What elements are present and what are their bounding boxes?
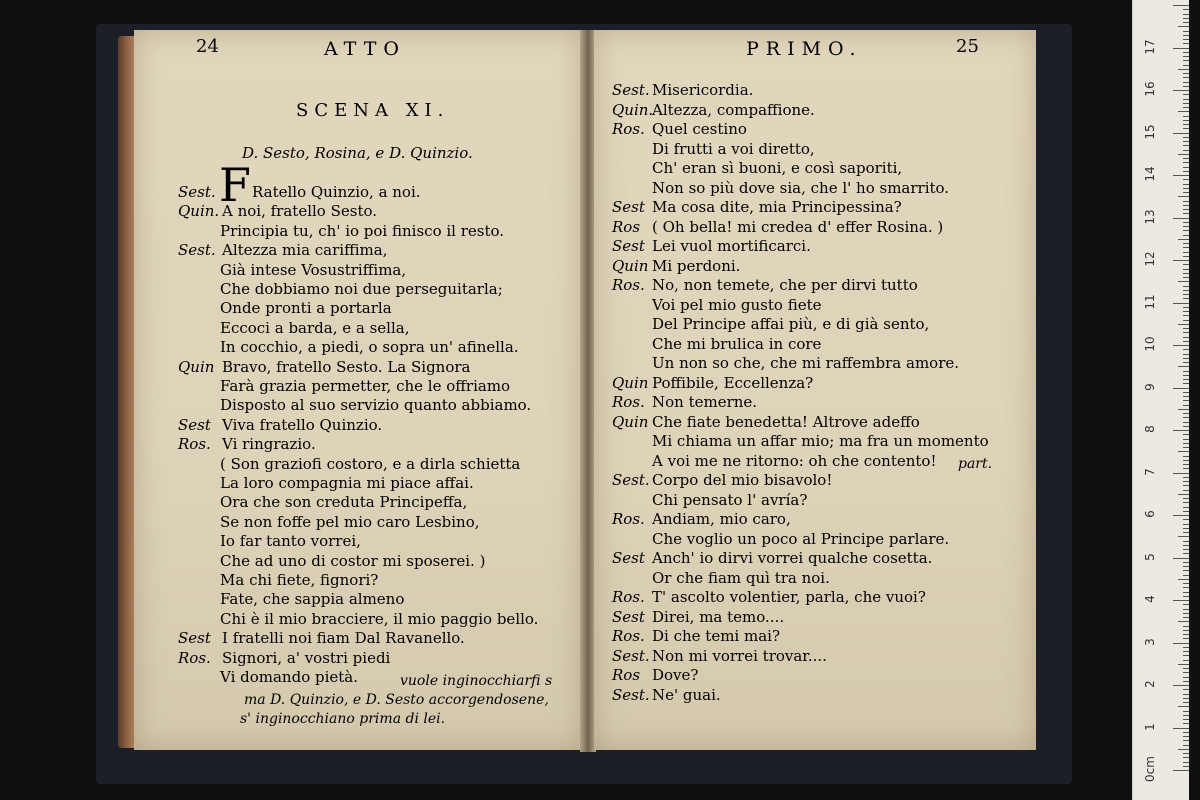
ruler-tick bbox=[1183, 14, 1189, 15]
verse-line: Non so più dove sia, che l' ho smarrito. bbox=[652, 178, 950, 197]
ruler-tick bbox=[1178, 111, 1189, 112]
ruler-tick bbox=[1183, 77, 1189, 78]
ruler-tick bbox=[1183, 31, 1189, 32]
ruler-tick bbox=[1173, 728, 1189, 729]
verse-line: Di frutti a voi diretto, bbox=[652, 139, 815, 158]
ruler-tick bbox=[1183, 677, 1189, 678]
ruler-tick bbox=[1183, 507, 1189, 508]
speaker-label: Sest. bbox=[612, 685, 650, 704]
ruler-tick bbox=[1183, 490, 1189, 491]
ruler-tick bbox=[1183, 609, 1189, 610]
ruler-tick bbox=[1183, 434, 1189, 435]
ruler-tick bbox=[1183, 307, 1189, 308]
ruler-tick bbox=[1173, 48, 1189, 49]
ruler-tick bbox=[1183, 553, 1189, 554]
ruler-tick bbox=[1178, 494, 1189, 495]
ruler-label: 5 bbox=[1143, 552, 1157, 561]
verse-line: Dove? bbox=[652, 666, 699, 684]
ruler-tick bbox=[1183, 162, 1189, 163]
speaker-label: Ros. bbox=[612, 627, 645, 645]
verse-line: Corpo del mio bisavolo! bbox=[652, 471, 833, 489]
ruler-tick bbox=[1183, 56, 1189, 57]
speaker-label: Ros bbox=[612, 217, 641, 236]
verse-line: Quel cestino bbox=[652, 120, 747, 138]
speaker-label: Ros. bbox=[612, 393, 645, 411]
ruler-tick bbox=[1183, 315, 1189, 316]
ruler-tick bbox=[1183, 230, 1189, 231]
cast-list: D. Sesto, Rosina, e D. Quinzio. bbox=[242, 144, 473, 162]
ruler-tick bbox=[1183, 583, 1189, 584]
ruler-tick bbox=[1183, 541, 1189, 542]
ruler-tick bbox=[1183, 443, 1189, 444]
ruler-tick bbox=[1183, 320, 1189, 321]
ruler-tick bbox=[1183, 226, 1189, 227]
verse-line: Eccoci a barda, e a sella, bbox=[220, 318, 410, 337]
ruler-tick bbox=[1183, 358, 1189, 359]
ruler-tick bbox=[1183, 528, 1189, 529]
ruler-tick bbox=[1183, 719, 1189, 720]
ruler-tick bbox=[1183, 167, 1189, 168]
verse-line: I fratelli noi fiam Dal Ravanello. bbox=[222, 629, 465, 648]
ruler-label: 11 bbox=[1143, 293, 1157, 310]
ruler-tick bbox=[1173, 218, 1189, 219]
speaker-label: Sest bbox=[612, 198, 645, 216]
speaker-label: Sest bbox=[612, 607, 645, 626]
ruler-tick bbox=[1173, 430, 1189, 431]
ruler-tick bbox=[1173, 260, 1189, 261]
ruler-label: 13 bbox=[1143, 208, 1157, 225]
ruler-tick bbox=[1183, 613, 1189, 614]
verse-line: Ma chi fiete, fignori? bbox=[220, 571, 379, 589]
verse-line: Che voglio un poco al Principe parlare. bbox=[652, 529, 950, 548]
verse-line: Onde pronti a portarla bbox=[220, 299, 392, 318]
drop-cap: F bbox=[219, 158, 251, 212]
speaker-label: Sest. bbox=[612, 81, 650, 99]
ruler-tick bbox=[1183, 447, 1189, 448]
ruler-tick bbox=[1183, 188, 1189, 189]
ruler-tick bbox=[1183, 65, 1189, 66]
ruler-tick bbox=[1183, 745, 1189, 746]
verse-line: Mi perdoni. bbox=[652, 256, 741, 275]
verse-line: La loro compagnia mi piace affai. bbox=[220, 474, 474, 492]
ruler-tick bbox=[1183, 379, 1189, 380]
ruler-tick bbox=[1183, 43, 1189, 44]
ruler-tick bbox=[1183, 757, 1189, 758]
verse-line: ( Oh bella! mi credea d' effer Rosina. ) bbox=[652, 217, 944, 236]
ruler-label: 10 bbox=[1143, 336, 1157, 352]
verse-line: Signori, a' vostri piedi bbox=[222, 648, 391, 667]
ruler-tick bbox=[1183, 762, 1189, 763]
verse-line: Farà grazia permetter, che le offriamo bbox=[220, 377, 511, 395]
ruler-tick bbox=[1183, 711, 1189, 712]
ruler-tick bbox=[1183, 732, 1189, 733]
ruler-tick bbox=[1183, 630, 1189, 631]
ruler-label: 0cm bbox=[1143, 756, 1157, 782]
ruler-tick bbox=[1178, 579, 1189, 580]
speaker-label: Sest. bbox=[178, 183, 216, 201]
ruler-tick bbox=[1183, 672, 1189, 673]
ruler-tick bbox=[1183, 209, 1189, 210]
ruler-tick bbox=[1183, 524, 1189, 525]
ruler-tick bbox=[1183, 511, 1189, 512]
ruler-tick bbox=[1178, 69, 1189, 70]
ruler-tick bbox=[1183, 753, 1189, 754]
speaker-label: Ros. bbox=[612, 120, 645, 138]
ruler-label: 15 bbox=[1143, 123, 1157, 140]
ruler-tick bbox=[1183, 371, 1189, 372]
ruler-tick bbox=[1173, 90, 1189, 91]
verse-line: Andiam, mio caro, bbox=[652, 510, 791, 528]
ruler-tick bbox=[1183, 252, 1189, 253]
stage-direction: ma D. Quinzio, e D. Sesto accorgendosene, bbox=[244, 692, 549, 708]
ruler-tick bbox=[1178, 239, 1189, 240]
ruler-tick bbox=[1183, 264, 1189, 265]
verse-line: Lei vuol mortificarci. bbox=[652, 237, 811, 255]
ruler-tick bbox=[1183, 184, 1189, 185]
ruler-tick bbox=[1173, 473, 1189, 474]
ruler-label: 12 bbox=[1143, 251, 1157, 267]
ruler-tick bbox=[1183, 477, 1189, 478]
ruler-tick bbox=[1183, 247, 1189, 248]
ruler-tick bbox=[1183, 107, 1189, 108]
speaker-label: Sest. bbox=[612, 646, 650, 665]
ruler-tick bbox=[1183, 269, 1189, 270]
ruler-tick bbox=[1183, 396, 1189, 397]
ruler-tick bbox=[1183, 332, 1189, 333]
ruler-tick bbox=[1183, 651, 1189, 652]
speaker-label: Ros. bbox=[612, 510, 645, 528]
ruler-tick bbox=[1178, 324, 1189, 325]
ruler-label: 7 bbox=[1143, 467, 1157, 476]
speaker-label: Ros bbox=[612, 666, 641, 684]
speaker-label: Ros. bbox=[612, 276, 645, 294]
ruler-tick bbox=[1183, 660, 1189, 661]
ruler-tick bbox=[1183, 9, 1189, 10]
ruler-tick bbox=[1183, 655, 1189, 656]
ruler-tick bbox=[1183, 52, 1189, 53]
ruler-tick bbox=[1183, 145, 1189, 146]
ruler-tick bbox=[1183, 681, 1189, 682]
verse-line: T' ascolto volentier, parla, che vuoi? bbox=[652, 588, 926, 606]
ruler-tick bbox=[1183, 460, 1189, 461]
ruler-tick bbox=[1178, 664, 1189, 665]
verse-line: Del Principe affai più, e di già sento, bbox=[652, 315, 930, 333]
verse-line: ( Son graziofi costoro, e a dirla schietta bbox=[220, 454, 521, 473]
speaker-label: Ros. bbox=[612, 588, 645, 606]
ruler-tick bbox=[1173, 515, 1189, 516]
ruler-tick bbox=[1178, 366, 1189, 367]
ruler-tick bbox=[1183, 179, 1189, 180]
ruler-tick bbox=[1183, 740, 1189, 741]
stage-direction: s' inginocchiano prima di lei. bbox=[240, 711, 446, 727]
ruler-tick bbox=[1183, 617, 1189, 618]
ruler-tick bbox=[1183, 532, 1189, 533]
ruler-tick bbox=[1183, 39, 1189, 40]
ruler-tick bbox=[1183, 60, 1189, 61]
ruler-tick bbox=[1183, 634, 1189, 635]
ruler-tick bbox=[1183, 468, 1189, 469]
ruler-tick bbox=[1183, 286, 1189, 287]
ruler-tick bbox=[1178, 409, 1189, 410]
ruler-tick bbox=[1183, 213, 1189, 214]
verse-line: Ratello Quinzio, a noi. bbox=[252, 183, 421, 201]
ruler-tick bbox=[1183, 456, 1189, 457]
ruler-tick bbox=[1183, 35, 1189, 36]
verse-line: Che fiate benedetta! Altrove adeffo bbox=[652, 412, 920, 431]
ruler-tick bbox=[1183, 205, 1189, 206]
ruler-tick bbox=[1183, 141, 1189, 142]
verse-line: Bravo, fratello Sesto. La Signora bbox=[222, 357, 471, 376]
speaker-label: Quin bbox=[178, 357, 215, 376]
ruler-tick bbox=[1183, 103, 1189, 104]
ruler-tick bbox=[1183, 638, 1189, 639]
right-page-number: 25 bbox=[956, 36, 979, 57]
verse-line: Ch' eran sì buoni, e così saporiti, bbox=[652, 159, 903, 177]
ruler-tick bbox=[1183, 128, 1189, 129]
ruler-tick bbox=[1178, 281, 1189, 282]
ruler-tick bbox=[1183, 120, 1189, 121]
ruler-tick bbox=[1178, 196, 1189, 197]
ruler-tick bbox=[1183, 22, 1189, 23]
ruler-tick bbox=[1183, 116, 1189, 117]
ruler-tick bbox=[1183, 294, 1189, 295]
verse-line: Viva fratello Quinzio. bbox=[222, 415, 383, 434]
exit-direction: part. bbox=[958, 456, 993, 472]
ruler-tick bbox=[1183, 723, 1189, 724]
ruler-tick bbox=[1183, 328, 1189, 329]
verse-line: Altezza mia cariffima, bbox=[222, 241, 388, 260]
ruler-tick bbox=[1183, 439, 1189, 440]
ruler-tick bbox=[1183, 545, 1189, 546]
verse-line: Ne' guai. bbox=[652, 685, 721, 704]
left-page-number: 24 bbox=[196, 36, 219, 57]
speaker-label: Sest bbox=[612, 237, 645, 255]
ruler-tick bbox=[1173, 558, 1189, 559]
ruler-tick bbox=[1183, 413, 1189, 414]
speaker-label: Sest bbox=[178, 629, 211, 648]
verse-line: Disposto al suo servizio quanto abbiamo. bbox=[220, 396, 532, 415]
ruler-label: 17 bbox=[1143, 38, 1157, 55]
verse-line: Ora che son creduta Principeffa, bbox=[220, 493, 468, 512]
ruler-tick bbox=[1183, 73, 1189, 74]
ruler-tick bbox=[1183, 702, 1189, 703]
speaker-label: Ros. bbox=[178, 648, 211, 667]
verse-line: Anch' io dirvi vorrei qualche cosetta. bbox=[652, 549, 933, 567]
ruler-label: 3 bbox=[1143, 637, 1157, 646]
ruler-tick bbox=[1183, 277, 1189, 278]
ruler-tick bbox=[1183, 481, 1189, 482]
ruler-label: 4 bbox=[1143, 595, 1157, 603]
ruler-tick bbox=[1183, 158, 1189, 159]
verse-line: Se non foffe pel mio caro Lesbino, bbox=[220, 512, 480, 531]
ruler-tick bbox=[1183, 668, 1189, 669]
ruler-tick bbox=[1173, 5, 1189, 6]
ruler-tick bbox=[1173, 175, 1189, 176]
verse-line: Misericordia. bbox=[652, 81, 754, 99]
verse-line: Ma cosa dite, mia Principessina? bbox=[652, 198, 902, 216]
ruler-label: 9 bbox=[1143, 382, 1157, 391]
verse-line: A voi me ne ritorno: oh che contento! bbox=[652, 451, 937, 470]
ruler-tick bbox=[1173, 685, 1189, 686]
ruler-tick bbox=[1178, 154, 1189, 155]
ruler-label: 16 bbox=[1143, 81, 1157, 97]
verse-line: Non mi vorrei trovar.... bbox=[652, 646, 827, 665]
speaker-label: Sest bbox=[612, 549, 645, 567]
ruler-tick bbox=[1183, 405, 1189, 406]
verse-line: Voi pel mio gusto fiete bbox=[652, 295, 822, 314]
ruler-tick bbox=[1183, 171, 1189, 172]
ruler-tick bbox=[1183, 124, 1189, 125]
ruler-tick bbox=[1183, 362, 1189, 363]
ruler-tick bbox=[1173, 643, 1189, 644]
ruler-tick bbox=[1183, 498, 1189, 499]
ruler-tick bbox=[1183, 243, 1189, 244]
ruler-tick bbox=[1183, 354, 1189, 355]
verse-line: No, non temete, che per dirvi tutto bbox=[652, 276, 918, 294]
ruler-tick bbox=[1183, 587, 1189, 588]
ruler-tick bbox=[1183, 698, 1189, 699]
ruler-tick bbox=[1183, 235, 1189, 236]
ruler-label: 1 bbox=[1143, 722, 1157, 731]
ruler-tick bbox=[1183, 400, 1189, 401]
verse-line: Chi è il mio bracciere, il mio paggio bello. bbox=[220, 609, 539, 628]
speaker-label: Sest bbox=[178, 415, 211, 434]
ruler-tick bbox=[1183, 562, 1189, 563]
verse-line: A noi, fratello Sesto. bbox=[222, 202, 378, 221]
ruler-tick bbox=[1183, 82, 1189, 83]
speaker-label: Quin bbox=[612, 373, 649, 392]
speaker-label: Sest. bbox=[178, 241, 216, 260]
ruler-tick bbox=[1178, 451, 1189, 452]
ruler-tick bbox=[1178, 536, 1189, 537]
measuring-ruler bbox=[1132, 0, 1189, 800]
ruler-tick bbox=[1183, 426, 1189, 427]
stage-direction: vuole inginocchiarfi s bbox=[400, 673, 553, 689]
ruler-tick bbox=[1183, 689, 1189, 690]
ruler-tick bbox=[1183, 549, 1189, 550]
verse-line: Or che fiam quì tra noi. bbox=[652, 568, 830, 587]
verse-line: Chi pensato l' avría? bbox=[652, 490, 808, 509]
ruler-tick bbox=[1178, 26, 1189, 27]
ruler-tick bbox=[1183, 417, 1189, 418]
ruler-tick bbox=[1183, 566, 1189, 567]
ruler-tick bbox=[1183, 392, 1189, 393]
ruler-tick bbox=[1178, 706, 1189, 707]
verse-line: Che dobbiamo noi due perseguitarla; bbox=[220, 280, 503, 298]
ruler-tick bbox=[1173, 770, 1189, 771]
speaker-label: Sest. bbox=[612, 471, 650, 489]
ruler-tick bbox=[1183, 86, 1189, 87]
verse-line: Vi domando pietà. bbox=[220, 668, 359, 686]
ruler-label: 8 bbox=[1143, 425, 1157, 433]
ruler-tick bbox=[1183, 311, 1189, 312]
ruler-label: 6 bbox=[1143, 510, 1157, 518]
ruler-tick bbox=[1183, 736, 1189, 737]
left-running-head: ATTO bbox=[324, 38, 406, 60]
ruler-label: 2 bbox=[1143, 680, 1157, 688]
ruler-tick bbox=[1183, 715, 1189, 716]
ruler-tick bbox=[1183, 192, 1189, 193]
verse-line: Di che temi mai? bbox=[652, 627, 780, 645]
ruler-tick bbox=[1183, 150, 1189, 151]
verse-line: Vi ringrazio. bbox=[222, 435, 316, 454]
ruler-tick bbox=[1173, 600, 1189, 601]
ruler-tick bbox=[1173, 388, 1189, 389]
ruler-tick bbox=[1183, 519, 1189, 520]
speaker-label: Quin bbox=[612, 412, 649, 431]
ruler-tick bbox=[1178, 749, 1189, 750]
ruler-tick bbox=[1183, 298, 1189, 299]
verse-line: Poffibile, Eccellenza? bbox=[652, 373, 814, 392]
ruler-tick bbox=[1183, 375, 1189, 376]
ruler-tick bbox=[1183, 502, 1189, 503]
ruler-tick bbox=[1183, 341, 1189, 342]
ruler-tick bbox=[1183, 464, 1189, 465]
ruler-tick bbox=[1183, 137, 1189, 138]
verse-line: Mi chiama un affar mio; ma fra un momento bbox=[652, 432, 989, 450]
ruler-tick bbox=[1183, 626, 1189, 627]
ruler-tick bbox=[1183, 694, 1189, 695]
speaker-label: Ros. bbox=[178, 435, 211, 454]
ruler-tick bbox=[1183, 18, 1189, 19]
ruler-tick bbox=[1183, 766, 1189, 767]
verse-line: Fate, che sappia almeno bbox=[220, 590, 405, 609]
speaker-label: Quin. bbox=[178, 202, 220, 221]
ruler-tick bbox=[1183, 201, 1189, 202]
verse-line: Io far tanto vorrei, bbox=[220, 532, 361, 551]
ruler-tick bbox=[1173, 133, 1189, 134]
ruler-tick bbox=[1183, 99, 1189, 100]
ruler-tick bbox=[1183, 349, 1189, 350]
ruler-tick bbox=[1183, 290, 1189, 291]
ruler-tick bbox=[1183, 596, 1189, 597]
ruler-tick bbox=[1183, 485, 1189, 486]
ruler-tick bbox=[1183, 592, 1189, 593]
ruler-tick bbox=[1173, 345, 1189, 346]
verse-line: Che mi brulica in core bbox=[652, 334, 822, 353]
ruler-tick bbox=[1183, 604, 1189, 605]
ruler-tick bbox=[1183, 273, 1189, 274]
ruler-tick bbox=[1183, 383, 1189, 384]
verse-line: Già intese Vosustriffima, bbox=[220, 260, 407, 279]
verse-line: Principia tu, ch' io poi finisco il resto. bbox=[220, 221, 505, 240]
ruler-tick bbox=[1173, 303, 1189, 304]
speaker-label: Quin bbox=[612, 256, 649, 275]
verse-line: Non temerne. bbox=[652, 393, 758, 411]
ruler-tick bbox=[1183, 647, 1189, 648]
ruler-tick bbox=[1178, 621, 1189, 622]
verse-line: In cocchio, a piedi, o sopra un' afinella. bbox=[220, 338, 519, 357]
verse-line: Che ad uno di costor mi sposerei. ) bbox=[220, 551, 486, 570]
verse-line: Un non so che, che mi raffembra amore. bbox=[652, 354, 960, 372]
speaker-label: Quin. bbox=[612, 100, 654, 119]
ruler-tick bbox=[1183, 256, 1189, 257]
ruler-tick bbox=[1183, 337, 1189, 338]
verse-line: Direi, ma temo.... bbox=[652, 607, 785, 626]
ruler-tick bbox=[1183, 422, 1189, 423]
ruler-tick bbox=[1183, 94, 1189, 95]
ruler-tick bbox=[1183, 575, 1189, 576]
verse-line: Altezza, compaffione. bbox=[652, 100, 815, 119]
right-running-head: PRIMO. bbox=[746, 38, 863, 60]
ruler-label: 14 bbox=[1143, 166, 1157, 182]
scene-title: SCENA XI. bbox=[296, 100, 450, 121]
ruler-tick bbox=[1183, 222, 1189, 223]
ruler-tick bbox=[1183, 570, 1189, 571]
